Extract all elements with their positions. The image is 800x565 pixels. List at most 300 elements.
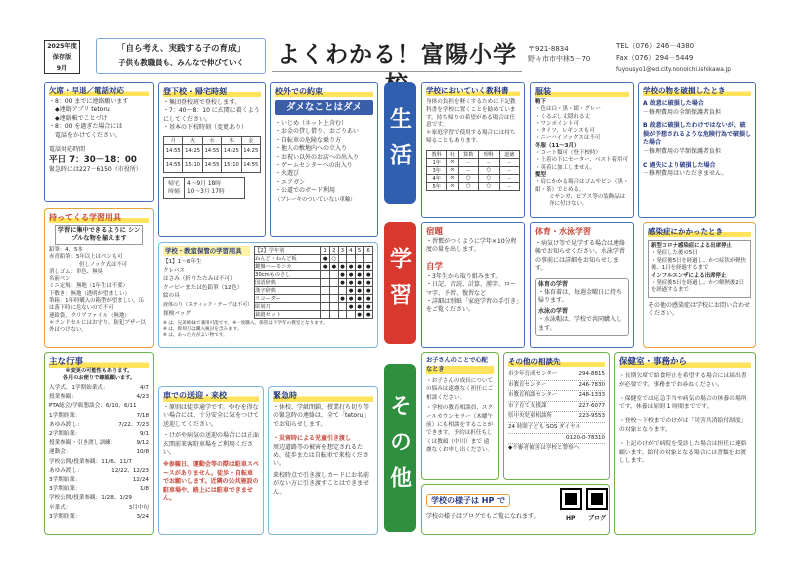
event-name: 1学期終業： bbox=[49, 412, 81, 419]
textbook-table bbox=[426, 150, 520, 191]
event-date: 9/1 bbox=[139, 431, 149, 438]
swim-subtitle: 水泳の学習 bbox=[538, 307, 569, 315]
table-cell: ねんど・ねんど板 bbox=[255, 255, 321, 263]
pe-subsection bbox=[535, 278, 629, 336]
table-cell: ● bbox=[355, 271, 364, 279]
pe-line: ・病気け等で見学する場合は連絡帳でお知らせください。水泳学習の事前には詳細をお知らせします。 bbox=[535, 240, 626, 273]
events-intro: 各月のお便りで確認願います。 bbox=[62, 375, 136, 381]
table-cell: 14:55 bbox=[241, 158, 260, 172]
absence-line: ◆連絡アプリ tetoru bbox=[55, 106, 110, 114]
office-title: 保健室・事務から bbox=[619, 356, 751, 368]
list-item bbox=[508, 412, 605, 423]
absence-line: ・8：00 までに連絡願います bbox=[49, 98, 129, 105]
consult-name: 県中央児童相談所 bbox=[508, 413, 553, 420]
rule-item: ・いじめ（ネット上含む） bbox=[275, 120, 348, 127]
events-title: 主な行事 bbox=[49, 356, 149, 368]
absence-title: 欠席・早退／電話対応 bbox=[49, 86, 149, 96]
email-address: fuyousyo1@ed.city.nonoichi.ishikawa.jp bbox=[616, 67, 731, 73]
table-cell bbox=[321, 287, 330, 295]
supply-item: 鉛筆：4、5本 bbox=[49, 247, 83, 253]
table-cell: リコーダー bbox=[255, 295, 321, 303]
slogan-main: 「自ら考え、実践する子の育成」 bbox=[116, 44, 245, 54]
clothing-note: ミサンガ、ピアス等の装飾品は身に付けない。 bbox=[549, 193, 626, 208]
emergency-alert-detail: 周辺道路等の被害を想定されるため、徒歩または自転車で来校ください。 bbox=[273, 443, 369, 468]
table-cell bbox=[329, 279, 338, 287]
table-row bbox=[255, 311, 373, 319]
table-cell: ● bbox=[355, 303, 364, 311]
event-name: 学校公開/授業参観：1/28、1/29 bbox=[49, 495, 132, 502]
event-date: 12/24 bbox=[132, 477, 149, 484]
table-cell: － bbox=[499, 182, 520, 190]
consult-name: 市子育て支援課 bbox=[508, 402, 547, 409]
event-date: 3/24 bbox=[136, 513, 149, 520]
table-cell: ○ bbox=[458, 174, 478, 182]
pe-title: 体育・水泳学習 bbox=[535, 227, 591, 236]
event-date: 7/18 bbox=[136, 412, 149, 419]
table-cell bbox=[329, 303, 338, 311]
textbook-section bbox=[421, 82, 525, 218]
worry-line: ・お子さんの成長についての悩みは遠慮なく担任にご相談ください。 bbox=[426, 378, 494, 401]
supply-note: ※ は、あった方がよい物です。 bbox=[163, 333, 228, 339]
supply-item: 消しゴム：単色、無臭 bbox=[49, 268, 103, 275]
damage-item: －修理費用の全額保護者負担 bbox=[643, 108, 722, 116]
commute-line: ・7：40～8：10 に玄関に着くようにしてください。 bbox=[163, 107, 260, 123]
table-cell: 1年 bbox=[427, 158, 447, 166]
postal-code: 〒921-8834 bbox=[528, 45, 569, 53]
home-time-label: 帰宅時刻 bbox=[163, 177, 185, 199]
clothing-item: ・タイツ、レギンスも可 bbox=[535, 128, 595, 135]
table-cell bbox=[347, 255, 356, 263]
textbook-line: ＊家庭学習で使用する場合には持ち帰ることもあります。 bbox=[426, 130, 516, 144]
table-header: 社 bbox=[447, 150, 458, 158]
list-item bbox=[49, 513, 149, 522]
grade1-item: はさみ（折りたたみは不可） bbox=[163, 276, 236, 283]
event-name: 運動会： bbox=[49, 449, 72, 456]
table-row bbox=[255, 255, 373, 263]
supply-item: 筆箱：1年時購入の箱型が望ましい。缶は落下時に危ないので不可 bbox=[49, 298, 145, 312]
table-cell bbox=[321, 311, 330, 319]
table-header: 2 bbox=[329, 247, 338, 255]
tel-number: TEL（076）246－4380 bbox=[616, 42, 695, 50]
emergency-section bbox=[268, 386, 378, 535]
table-cell: ● bbox=[347, 287, 356, 295]
clothing-section bbox=[530, 82, 634, 218]
textbook-title: 学校においていく教科書 bbox=[426, 86, 520, 96]
consult-title: その他の相談先 bbox=[508, 356, 605, 367]
table-header: 1 bbox=[321, 247, 330, 255]
damage-item: C 過失により破損した場合 bbox=[643, 161, 716, 169]
selfstudy-title: 自学 bbox=[426, 261, 444, 272]
supply-item: ＊ランドセルにはお守り、防犯ブザー以外はつけない。 bbox=[49, 319, 146, 334]
damage-title: 学校の物を破損したとき bbox=[643, 86, 751, 96]
school-supplies-title: 学校・教室保管の学習用具 bbox=[163, 246, 250, 256]
table-cell bbox=[329, 295, 338, 303]
grade1-title: 【1】1～6年生 bbox=[163, 259, 202, 265]
address-block bbox=[528, 44, 608, 64]
table-cell bbox=[321, 295, 330, 303]
absence-line: ・8：00 を過ぎた場合には bbox=[49, 123, 123, 131]
office-item: ・長期欠席で給食停止を希望する場合には届出書が必要です。事務までお尋ねください。 bbox=[619, 373, 747, 388]
absence-line: ◆連絡帳でことづけ bbox=[55, 114, 108, 122]
supply-note: ※ は、兄弟姉妹で兼用可能です。※一度購入、保管は下学年の教室となります。 bbox=[163, 321, 328, 326]
table-cell: 15:10 bbox=[183, 158, 202, 172]
table-cell: 5年 bbox=[427, 182, 447, 190]
fax-number: Fax（076）294－5449 bbox=[616, 54, 694, 62]
rules-subtitle: ダメなことはダメ bbox=[275, 100, 373, 115]
list-item bbox=[508, 381, 605, 392]
table-header: 【2】学年別 bbox=[255, 247, 321, 255]
selfstudy-line: ・詳細は別紙「家庭学習の手引き」をご覧ください。 bbox=[426, 298, 520, 314]
homework-line: ・習慣がつくように学年×10分程度の量を出します。 bbox=[426, 238, 517, 254]
consult-name: 市教育相談センター bbox=[508, 392, 558, 399]
table-cell: 国語辞典 bbox=[255, 279, 321, 287]
table-header: 水 bbox=[202, 136, 221, 144]
table-cell: ● bbox=[347, 279, 356, 287]
table-cell bbox=[364, 255, 373, 263]
absence-line: 電話をかけてください。 bbox=[55, 131, 122, 139]
car-section bbox=[158, 386, 264, 535]
car-item: ・原則は徒歩通学です。やむを得ない場合には、十分安全に気をつけて送迎してください。 bbox=[163, 404, 260, 428]
table-cell: 彫刻刀 bbox=[255, 303, 321, 311]
table-cell: 15:10 bbox=[222, 158, 241, 172]
rule-item: ・自転車の危険な乗り方 bbox=[275, 136, 342, 144]
grade1-item: クーピーまたは色鉛筆（12色） bbox=[163, 284, 243, 291]
car-warning: ※参観日、運動会等の際は駐車スペースがありません。徒歩・自転車でお願いします。近隣の公共施設の駐車場や、路上には駐車できません。 bbox=[163, 461, 259, 503]
emergency-number: 緊急時には227－6150（市役所） bbox=[49, 166, 142, 174]
supply-item: 赤青鉛筆：5年以上はペンも可 bbox=[49, 254, 123, 261]
clothing-item: ・上着の下にセーター、ベスト着用可 bbox=[535, 157, 629, 164]
list-item bbox=[49, 393, 149, 402]
consult-note: ◆不審者被害は学校と警察へ bbox=[508, 445, 580, 452]
table-cell bbox=[329, 271, 338, 279]
list-item bbox=[49, 504, 149, 513]
table-cell: ● bbox=[347, 271, 356, 279]
pe-section bbox=[530, 222, 634, 348]
table-cell bbox=[329, 287, 338, 295]
consult-phone: 227-6077 bbox=[578, 402, 605, 409]
table-cell: ○ bbox=[479, 166, 499, 174]
table-cell bbox=[355, 255, 364, 263]
home-time-value: 4～9月 18時 bbox=[187, 180, 221, 187]
table-cell: 3年 bbox=[427, 166, 447, 174]
event-date: 9/12 bbox=[136, 440, 149, 447]
table-header: 木 bbox=[222, 136, 241, 144]
table-cell: ● bbox=[355, 295, 364, 303]
infection-title: 感染症にかかったとき bbox=[648, 226, 751, 237]
absence-section bbox=[44, 82, 154, 202]
swim-item: ・水泳帽は、学校で共同購入します。 bbox=[538, 316, 623, 332]
table-header: 道徳 bbox=[499, 150, 520, 158]
pe-subtitle: 体育の学習 bbox=[538, 280, 569, 288]
table-cell bbox=[321, 303, 330, 311]
rules-title: 校外での約束 bbox=[275, 86, 373, 97]
flu-item: ・発症後5日を経過し、かつ解熱後2日を経過するまで bbox=[651, 280, 745, 294]
event-date: 4/7 bbox=[139, 385, 149, 391]
emergency-note: 来校時点で引き渡しカードにお名前がない方に引き渡すことはできません。 bbox=[273, 471, 370, 496]
homework-section bbox=[421, 222, 525, 348]
clothing-title: 服装 bbox=[535, 86, 629, 97]
table-cell: 鍵盤ハーモニカ bbox=[255, 263, 321, 271]
consult-phone: 246-7830 bbox=[578, 381, 605, 388]
clothing-item: ・ワンポイント可 bbox=[535, 120, 580, 127]
table-cell bbox=[338, 255, 347, 263]
list-item bbox=[49, 421, 149, 430]
banner-life: 生活 bbox=[384, 82, 416, 204]
table-cell: 漢字辞典 bbox=[255, 287, 321, 295]
consult-phone: 294-8815 bbox=[578, 371, 605, 377]
damage-item: B 故意に破損したわけではないが、破損が予想されるような危険行為で破損した場合 bbox=[643, 122, 752, 147]
event-date: 1/8 bbox=[139, 486, 149, 493]
clothing-item: ・くるぶし丈隠れる丈 bbox=[535, 113, 591, 120]
grade1-item: 探検バッグ bbox=[163, 310, 191, 317]
list-item bbox=[508, 370, 605, 381]
list-item bbox=[49, 439, 149, 448]
consult-name: 市教育センター bbox=[508, 381, 547, 388]
table-row bbox=[255, 287, 373, 295]
table-header: 4 bbox=[347, 247, 356, 255]
table-header: 3 bbox=[338, 247, 347, 255]
commute-line: ・基本の下校時刻（変更あり） bbox=[163, 124, 248, 132]
table-header: 月 bbox=[164, 136, 183, 144]
consult-phone: 223-9553 bbox=[578, 413, 605, 420]
table-header: 5 bbox=[355, 247, 364, 255]
list-item bbox=[49, 458, 149, 467]
table-cell: × bbox=[447, 166, 458, 174]
table-cell: ● bbox=[338, 295, 347, 303]
table-cell: 14:55 bbox=[202, 144, 221, 158]
rule-item: ・公道でのボード利用 bbox=[275, 187, 336, 195]
car-item: ・けがや病気の送迎の場合には正面玄関前来客駐車場をご利用ください。 bbox=[163, 432, 260, 457]
supplies-intro: 学習に集中できるように シンプルな物を揃えます bbox=[55, 225, 143, 245]
event-date: 7/22、7/23 bbox=[118, 421, 149, 428]
slogan-box bbox=[96, 38, 266, 74]
supply-item: 但しノック式は不可 bbox=[79, 261, 128, 268]
table-cell: ● bbox=[347, 295, 356, 303]
office-item: ・上記のけがで病院を受診した場合は担任に連絡願います。給付の対象となる場合には書類をお渡しします。 bbox=[619, 440, 747, 465]
supplies-section bbox=[44, 208, 154, 348]
pe-item: ・体育着は、毎週金曜日に持ち帰ります。 bbox=[538, 289, 623, 305]
event-date: 12/22、12/23 bbox=[111, 467, 149, 474]
clothing-subtitle: 冬服（11～3月） bbox=[535, 142, 580, 149]
flu-title: インフルエンザによる出席停止 bbox=[651, 272, 727, 279]
address-text: 野々市市中林5－70 bbox=[528, 55, 591, 63]
table-row bbox=[255, 263, 373, 271]
emergency-title: 緊急時 bbox=[273, 390, 373, 402]
damage-section bbox=[638, 82, 756, 218]
supply-item: 名前ペン bbox=[49, 276, 71, 283]
events-section bbox=[44, 352, 154, 535]
commute-line: ・集団登校班で登校します。 bbox=[163, 99, 241, 106]
grade1-item: 液体のり（スティック・テープは不可） bbox=[163, 301, 253, 308]
table-cell: × bbox=[447, 158, 458, 166]
event-name: 授業参観・引き渡し訓練： bbox=[49, 440, 117, 447]
rule-item: ・他人の敷地内への立入り bbox=[275, 145, 348, 153]
table-cell: ● bbox=[355, 287, 364, 295]
table-cell: ● bbox=[355, 311, 364, 319]
consult-phone: 248-1333 bbox=[578, 392, 605, 399]
event-name: PTA総会/学級懇談会：6/10、6/11 bbox=[49, 403, 137, 410]
table-header: 金 bbox=[241, 136, 260, 144]
worry-title: お子さんのことで心配なとき bbox=[426, 356, 494, 374]
table-cell: 14:25 bbox=[183, 144, 202, 158]
table-cell: ● bbox=[329, 263, 338, 271]
grade2-table bbox=[254, 246, 373, 319]
table-cell: ○ bbox=[458, 182, 478, 190]
table-cell: 14:55 bbox=[202, 158, 221, 172]
hp-title: 学校の様子は HP で bbox=[426, 494, 510, 507]
home-time-value: 10～3月 17時 bbox=[187, 188, 225, 195]
list-item bbox=[49, 402, 149, 411]
list-item bbox=[49, 412, 149, 421]
table-cell: 4年 bbox=[427, 174, 447, 182]
list-item bbox=[49, 384, 149, 393]
rules-section bbox=[270, 82, 378, 237]
table-cell bbox=[338, 311, 347, 319]
event-date: 10/8 bbox=[136, 449, 149, 456]
event-name: 3学期始業： bbox=[49, 486, 81, 493]
grade1-item: クレパス bbox=[163, 267, 185, 274]
damage-item: －修理費用の半額保護者負担 bbox=[643, 147, 722, 155]
office-section bbox=[614, 352, 756, 535]
table-cell: ● bbox=[347, 263, 356, 271]
dismissal-table bbox=[163, 136, 261, 173]
table-cell: ○ bbox=[479, 182, 499, 190]
table-cell: ○ bbox=[329, 255, 338, 263]
table-cell: ○ bbox=[479, 174, 499, 182]
table-header: 6 bbox=[364, 247, 373, 255]
consult-name: 24 時間子ども SOS ダイヤル bbox=[508, 423, 581, 430]
table-header: 火 bbox=[183, 136, 202, 144]
year-label: 2025年度 bbox=[47, 43, 77, 50]
supply-item: 下敷き：無地（透明が望ましい） bbox=[49, 290, 130, 297]
list-item bbox=[49, 467, 149, 476]
list-item bbox=[508, 402, 605, 413]
table-cell: × bbox=[447, 174, 458, 182]
hp-section bbox=[421, 484, 610, 535]
qr-code-hp[interactable] bbox=[560, 488, 582, 510]
banner-other: その他 bbox=[384, 364, 416, 532]
emergency-line: ・休校、学級閉鎖、授業打ち切り等の緊急時の連絡は、全て「tetoru」でお知らせします。 bbox=[273, 404, 370, 428]
table-cell: ● bbox=[338, 263, 347, 271]
clothing-subtitle: 鞄下 bbox=[535, 99, 547, 105]
worry-section bbox=[421, 352, 499, 480]
qr-code-blog[interactable] bbox=[586, 488, 608, 510]
hours-label: 電話対応時間 bbox=[49, 146, 86, 154]
table-cell: 30cmものさし bbox=[255, 271, 321, 279]
clothing-item: ・色は白・黒・紺・グレー bbox=[535, 106, 602, 113]
event-name: 2学期始業： bbox=[49, 431, 81, 438]
event-name: 卒業式： bbox=[49, 504, 72, 511]
textbook-line: 身体の負担を軽くするために下記教科書を学校に置くことを勧めています。持ち帰りの希望がある場合は任意です。 bbox=[426, 99, 516, 129]
table-cell: － bbox=[458, 158, 478, 166]
table-cell bbox=[321, 271, 330, 279]
list-item bbox=[49, 430, 149, 439]
list-item bbox=[49, 476, 149, 485]
event-date: 4/23 bbox=[136, 394, 149, 401]
list-item bbox=[49, 448, 149, 457]
table-row bbox=[255, 303, 373, 311]
table-cell: ● bbox=[321, 263, 330, 271]
table-cell bbox=[321, 279, 330, 287]
clothing-item: ・ニーハイソックスは不可 bbox=[535, 135, 601, 142]
office-item: ・保健室では応急手当や病気の場合の休養の場所です。休養は原則 1 時間までです。 bbox=[619, 395, 747, 411]
consult-section bbox=[503, 352, 610, 480]
supply-item: ミニ定規：無地（1年生は不要） bbox=[49, 283, 128, 290]
covid-item: ・発症後5日を経過し、かつ症状が軽快後、1日を経過するまで bbox=[651, 257, 747, 272]
office-item: ・登校～下校までのけがは「災害共済給付制度」の対象となります。 bbox=[619, 418, 747, 433]
event-name: 授業参観： bbox=[49, 394, 77, 401]
events-intro: ※変更の可能性もあります。 bbox=[65, 368, 133, 374]
infection-section bbox=[643, 222, 756, 348]
selfstudy-line: ・3年生から取り組みます。 bbox=[426, 272, 502, 280]
emergency-alert: ・災害時による児童引き渡し bbox=[273, 435, 352, 443]
table-cell: － bbox=[458, 166, 478, 174]
table-cell bbox=[338, 287, 347, 295]
consult-phone: 0120-0-78310 bbox=[566, 434, 605, 441]
event-name: 入学式、1学期始業式： bbox=[49, 385, 109, 391]
list-item bbox=[49, 485, 149, 494]
commute-section bbox=[158, 82, 266, 237]
rule-item: ・火遊び bbox=[275, 170, 300, 178]
rule-item: （ブレーキのついていない車輪） bbox=[275, 196, 356, 203]
table-cell: 14:25 bbox=[222, 144, 241, 158]
table-cell: ● bbox=[364, 271, 373, 279]
rule-item: ・ゲームセンターへの出入り bbox=[275, 162, 353, 170]
table-cell: － bbox=[499, 158, 520, 166]
hp-text: 学校の様子はブログでもご覧になれます。 bbox=[426, 513, 540, 520]
table-cell bbox=[338, 303, 347, 311]
table-cell: 裁縫セット bbox=[255, 311, 321, 319]
table-cell: ● bbox=[364, 295, 373, 303]
table-cell: ● bbox=[364, 287, 373, 295]
event-date: 3月中旬 bbox=[128, 504, 149, 511]
event-name: 3学期終業： bbox=[49, 513, 81, 520]
list-item bbox=[508, 434, 605, 445]
school-supplies-section bbox=[158, 242, 378, 348]
table-header: 理科 bbox=[479, 150, 499, 158]
table-cell: ● bbox=[338, 279, 347, 287]
table-cell: 14:55 bbox=[164, 144, 183, 158]
damage-item: －修理費用はいただきません。 bbox=[643, 170, 728, 178]
table-cell: － bbox=[499, 174, 520, 182]
list-item bbox=[508, 391, 605, 402]
table-cell: ● bbox=[364, 279, 373, 287]
slogan-sub: 子供も教職員も、みんなで伸びていく bbox=[118, 58, 244, 67]
table-cell: ● bbox=[347, 303, 356, 311]
hours-weekday: 平日 7：30－18：00 bbox=[49, 155, 137, 166]
table-cell: － bbox=[499, 166, 520, 174]
table-cell: － bbox=[479, 158, 499, 166]
worry-line: ・学校の教育相談員、スクールカウンセラー（木曜午前）にも相談をすることができます。予約は担任もしくは教頭（中川）まで 遠慮なくお申し出ください。 bbox=[426, 405, 494, 454]
homework-title: 宿題 bbox=[426, 227, 444, 237]
table-row bbox=[255, 279, 373, 287]
table-cell bbox=[347, 311, 356, 319]
table-cell: 14:55 bbox=[164, 158, 183, 172]
list-item bbox=[508, 423, 605, 434]
clothing-subtitle: 髪型 bbox=[535, 171, 547, 178]
clothing-item: ・コート類可（登下校時） bbox=[535, 150, 602, 157]
event-name: あゆみ渡し： bbox=[49, 467, 83, 474]
table-cell: ● bbox=[321, 255, 330, 263]
clothing-item: ・肩にかかる場合はゴムやピン（黒・紺・茶）でとめる。 bbox=[535, 179, 629, 193]
event-name: 学校公開/授業参観：11/6、11/7 bbox=[49, 458, 132, 465]
table-header: 算数 bbox=[458, 150, 478, 158]
car-title: 車での送迎・来校 bbox=[163, 390, 259, 402]
infection-note: その他の感染症は学校にお問い合わせください。 bbox=[648, 301, 751, 318]
table-cell: ● bbox=[364, 303, 373, 311]
table-cell: 14:25 bbox=[241, 144, 260, 158]
damage-item: A 故意に破損した場合 bbox=[643, 100, 704, 107]
